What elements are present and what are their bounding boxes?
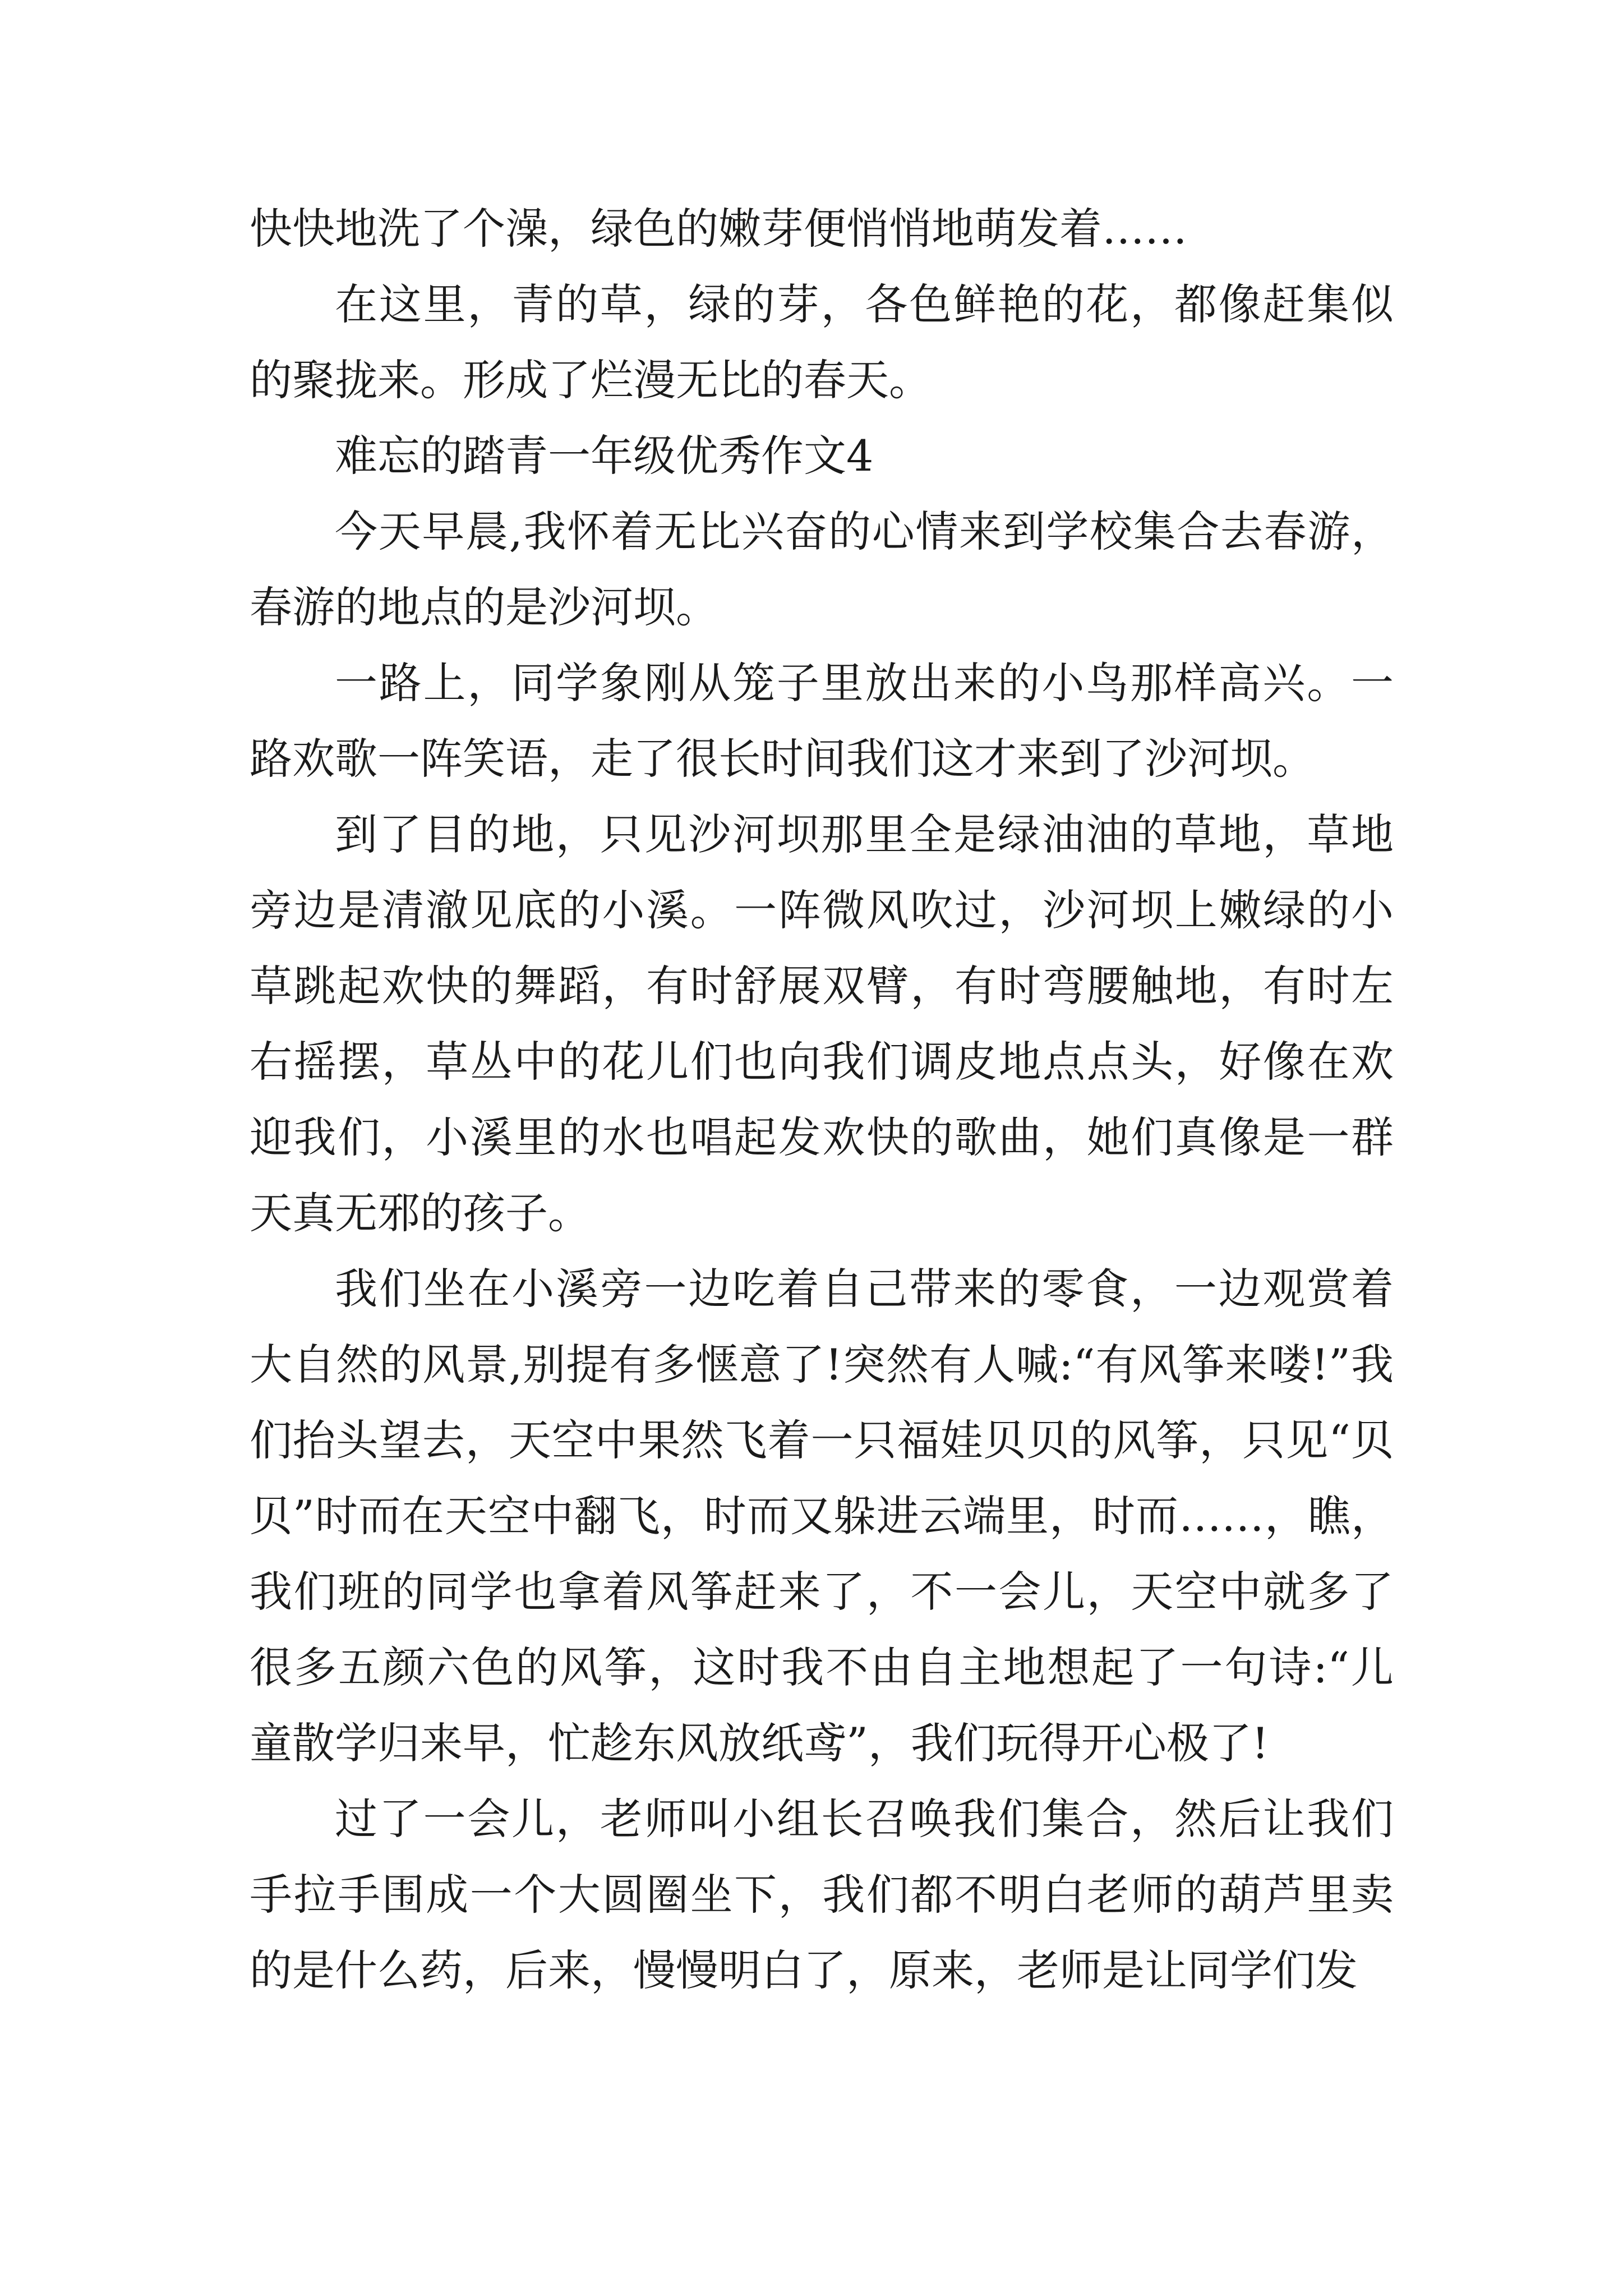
paragraph: 今天早晨,我怀着无比兴奋的心情来到学校集合去春游，春游的地点的是沙河坝。 <box>250 507 1394 632</box>
paragraph: 一路上，同学象刚从笼子里放出来的小鸟那样高兴。一路欢歌一阵笑语，走了很长时间我们这才来到了沙河坝。 <box>250 658 1394 784</box>
paragraph: 过了一会儿，老师叫小组长召唤我们集合，然后让我们手拉手围成一个大圆圈坐下，我们都不明白老师的葫芦里卖的是什么药，后来，慢慢明白了，原来，老师是让同学们发 <box>250 1794 1394 1995</box>
essay-body <box>250 191 1394 2008</box>
paragraph: 到了目的地，只见沙河坝那里全是绿油油的草地，草地旁边是清澈见底的小溪。一阵微风吹过，沙河坝上嫩绿的小草跳起欢快的舞蹈，有时舒展双臂，有时弯腰触地，有时左右摇摆，草丛中的花儿们也向我们调皮地点点头，好像在欢迎我们，小溪里的水也唱起发欢快的歌曲，她们真像是一群天真无邪的孩子。 <box>250 809 1394 1238</box>
paragraph: 在这里，青的草，绿的芽，各色鲜艳的花，都像赶集似的聚拢来。形成了烂漫无比的春天。 <box>250 279 1394 405</box>
paragraph: 我们坐在小溪旁一边吃着自己带来的零食，一边观赏着大自然的风景,别提有多惬意了!突然有人喊:“有风筝来喽!”我们抬头望去，天空中果然飞着一只福娃贝贝的风筝，只见“贝贝”时而在天空中翻飞，时而又躲进云端里，时而……，瞧，我们班的同学也拿着风筝赶来了，不一会儿，天空中就多了很多五颜六色的风筝，这时我不由自主地想起了一句诗:“儿童散学归来早，忙趁东风放纸鸢”，我们玩得开心极了! <box>250 1264 1394 1768</box>
paragraph-continued: 快快地洗了个澡，绿色的嫩芽便悄悄地萌发着…… <box>250 204 1187 254</box>
essay-title: 难忘的踏青一年级优秀作文4 <box>335 431 874 481</box>
